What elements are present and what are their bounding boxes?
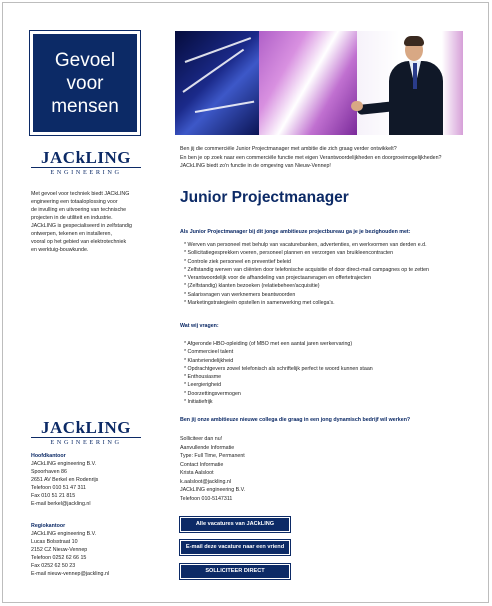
intro-line: Met gevoel voor techniek biedt JACkLING xyxy=(31,191,130,197)
banner-panel-tech xyxy=(175,31,259,135)
person-hand xyxy=(351,101,363,111)
tagline-box xyxy=(30,31,140,135)
person-hair xyxy=(404,36,424,46)
light-streak xyxy=(195,101,254,113)
list-item: * Controle ziek personeel en preventief beleid xyxy=(184,258,474,266)
details-line: Aanvullende Informatie xyxy=(180,444,235,451)
list-item: * Opdrachtgevers zowel telefonisch als schriftelijk perfect te woord kunnen staan xyxy=(184,365,474,373)
list-item: * (Zelfstandig) klanten bezoeken (relatiebeheer/acquisitie) xyxy=(184,282,474,290)
responsibilities-list xyxy=(184,241,474,307)
email-friend-button[interactable]: E-mail deze vacature naar een vriend xyxy=(180,540,290,555)
intro-line: ontwerpen, tekenen en installeren, xyxy=(31,231,112,237)
company-intro xyxy=(31,190,151,254)
office-email[interactable]: E-mail berkel@jackling.nl xyxy=(31,501,91,507)
office-line: JACkLING engineering B.V. xyxy=(31,531,97,537)
list-item: * Salarisvragen van werknemers beantwoorden xyxy=(184,291,474,299)
list-item: * Initiatiefrijk xyxy=(184,398,474,406)
company-logo-footer xyxy=(31,419,141,447)
office-line: Telefoon 010 51 47 311 xyxy=(31,485,86,491)
intro-line: vooral op het gebied van elektrotechniek xyxy=(31,239,127,245)
responsibilities-header: Als Junior Projectmanager bij dit jonge ambitieuze projectbureau ga je je bezighouden met: xyxy=(180,229,411,235)
list-item: * Doorzettingsvermogen xyxy=(184,390,474,398)
vacancy-page xyxy=(2,2,489,603)
tagline-line: mensen xyxy=(51,95,119,117)
office-line: Lucas Bolsstraat 10 xyxy=(31,539,78,545)
apply-now-button[interactable]: SOLLICITEER DIRECT xyxy=(180,564,290,579)
lead-paragraph xyxy=(180,145,470,171)
list-item: * Klantvriendelijkheid xyxy=(184,357,474,365)
intro-line: en werktuig-bouwkunde. xyxy=(31,247,89,253)
tagline-line: Gevoel xyxy=(54,49,116,71)
office-line: JACkLING engineering B.V. xyxy=(31,461,97,467)
details-line: Solliciteer dan nu! xyxy=(180,436,223,442)
logo-word: JACkLING xyxy=(41,418,131,437)
details-line: Telefoon 010-5147311 xyxy=(180,495,233,502)
intro-line: engineering een totaaloplossing voor xyxy=(31,199,118,205)
details-line: Krista Aalsloot xyxy=(180,470,214,476)
office-line: 2651 AV Berkel en Rodenrijs xyxy=(31,477,99,483)
details-line: Type: Full Time, Permanent xyxy=(180,453,245,459)
lead-line: JACkLING biedt zo'n functie in de omgeving van Nieuw-Vennep! xyxy=(180,163,331,169)
closing-question: Ben jij onze ambitieuze nieuwe collega die graag in een jong dynamisch bedrijf wil werken? xyxy=(180,417,411,423)
office-line: 2152 CZ Nieuw-Vennep xyxy=(31,547,88,553)
lead-line: En ben je op zoek naar een commerciële functie met eigen Verantwoordelijkheden en doorgroeimogelijkheden? xyxy=(180,154,442,161)
details-line: Contact Informatie xyxy=(180,461,224,468)
person-tie xyxy=(413,63,417,89)
list-item: * Marketingstrategieën opstellen in samenwerking met collega's. xyxy=(184,299,474,307)
intro-line: JACkLING is gespecialiseerd in zelfstandig xyxy=(31,223,132,229)
light-streak xyxy=(182,49,244,93)
office-line: Spoorhaven 86 xyxy=(31,469,67,475)
office-line: Telefoon 0252 62 66 15 xyxy=(31,555,87,561)
office-email[interactable]: E-mail nieuw-vennep@jackling.nl xyxy=(31,571,110,577)
header-banner-image xyxy=(175,31,463,135)
office-line: Fax 010 51 21 815 xyxy=(31,493,76,499)
details-line: JACkLING engineering B.V. xyxy=(180,487,246,493)
tagline-line: voor xyxy=(66,72,104,94)
list-item: * Werven van personeel met behulp van vacaturebanken, advertenties, en werkvormen van derden e.d. xyxy=(184,241,474,249)
regional-office-address xyxy=(31,522,151,578)
banner-panel-abstract xyxy=(259,31,357,135)
lead-line: Ben jij die commerciële Junior Projectmanager met ambitie die zich graag verder ontwikkelt? xyxy=(180,146,397,152)
contact-email[interactable]: k.aalsloot@jackling.nl xyxy=(180,478,232,485)
office-header: Hoofdkantoor xyxy=(31,453,66,459)
list-item: * Leergierigheid xyxy=(184,381,474,389)
contact-details xyxy=(180,435,380,503)
head-office-address xyxy=(31,452,151,508)
requirements-list xyxy=(184,340,474,406)
intro-line: projecten in de utiliteit en industrie. xyxy=(31,215,113,221)
logo-word: JACkLING xyxy=(41,148,131,167)
company-logo xyxy=(31,149,141,177)
list-item: * Commercieel talent xyxy=(184,348,474,356)
list-item: * Enthousiasme xyxy=(184,373,474,381)
logo-subtitle: ENGINEERING xyxy=(31,167,141,177)
list-item: * Afgeronde HBO-opleiding (of MBO met een aantal jaren werkervaring) xyxy=(184,340,474,348)
office-header: Regiokantoor xyxy=(31,523,66,529)
list-item: * Sollicitatiegesprekken voeren, personeel plannen en verzorgen van bruikleencontracten xyxy=(184,249,474,257)
logo-subtitle: ENGINEERING xyxy=(31,437,141,447)
all-vacancies-button[interactable]: Alle vacatures van JACkLING xyxy=(180,517,290,532)
office-line: Fax 0252 62 50 23 xyxy=(31,563,76,569)
list-item: * Verantwoordelijk voor de afhandeling van projectaanvragen en offertetrajecten xyxy=(184,274,474,282)
intro-line: de invulling en uitvoering van technische xyxy=(31,207,127,213)
list-item: * Zelfstandig werven van cliënten door telefonische acquisitie of door direct-mail campagnes op te zetten xyxy=(184,266,474,274)
job-title: Junior Projectmanager xyxy=(180,189,349,206)
requirements-header: Wat wij vragen: xyxy=(180,323,219,329)
